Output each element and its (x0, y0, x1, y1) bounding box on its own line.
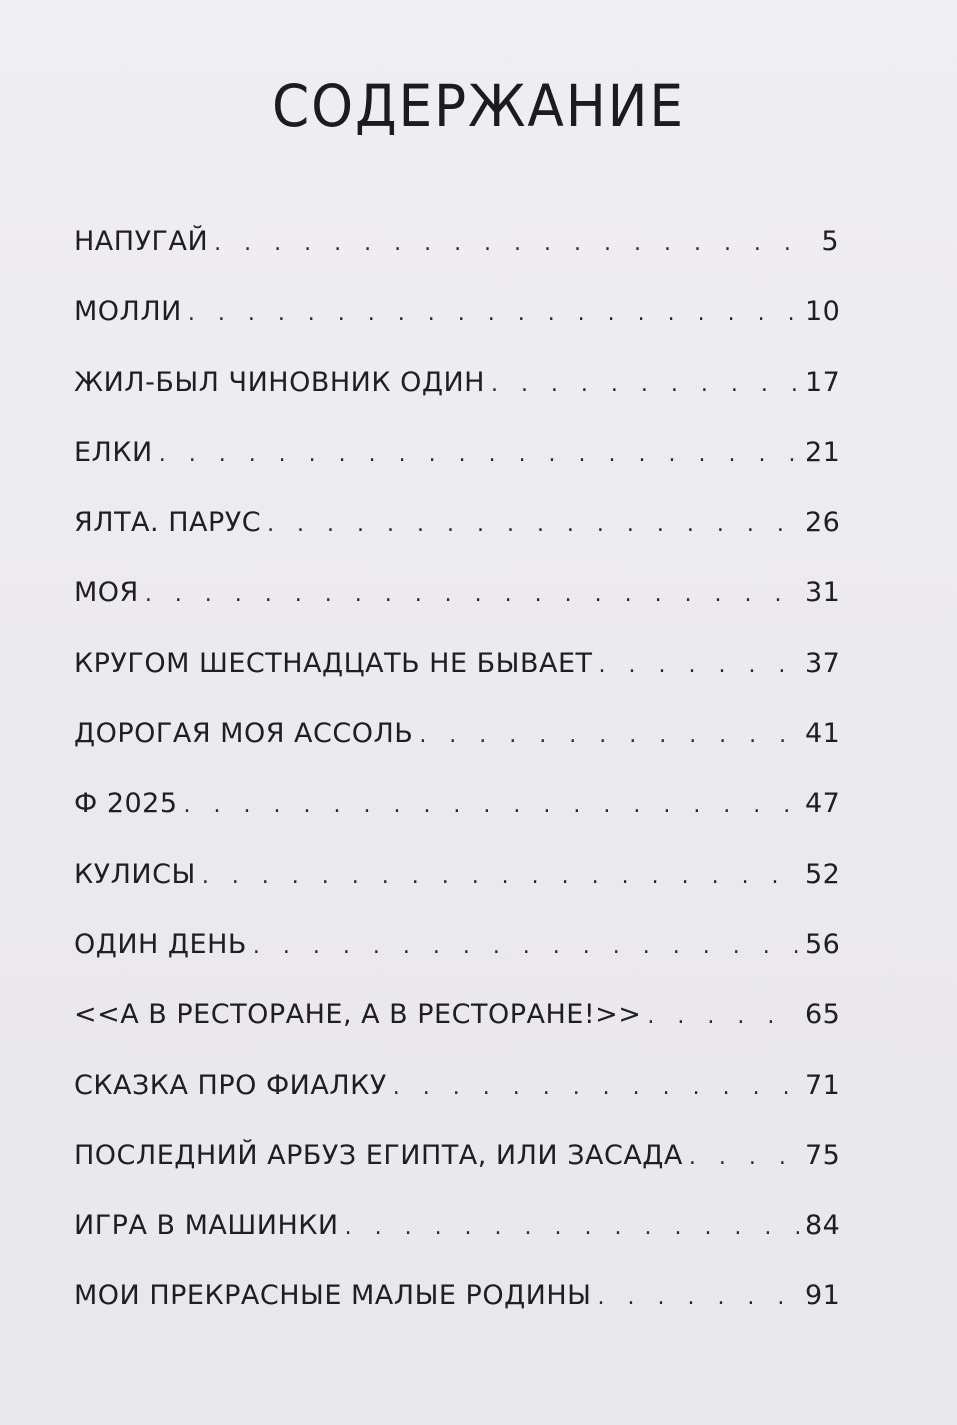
toc-entry (74, 718, 839, 788)
toc-leader-dots (345, 1215, 799, 1240)
toc-entry-page: 5 (821, 226, 839, 257)
toc-entry-title: МОЛЛИ (74, 296, 182, 328)
toc-leader-dots (419, 723, 799, 748)
toc-entry-title: МОИ ПРЕКРАСНЫЕ МАЛЫЕ РОДИНЫ (74, 1280, 592, 1312)
toc-entry-title: ОДИН ДЕНЬ (74, 928, 247, 960)
toc-entry-title: <<А В РЕСТОРАНЕ, А В РЕСТОРАНЕ!>> (74, 999, 642, 1031)
toc-entry-page: 17 (805, 366, 841, 398)
toc-entry (74, 437, 839, 507)
toc-entry-title: КРУГОМ ШЕСТНАДЦАТЬ НЕ БЫВАЕТ (74, 647, 593, 679)
toc-entry (74, 1140, 839, 1210)
toc-entry-title: ЕЛКИ (74, 436, 153, 468)
toc-entry (74, 226, 839, 296)
toc-leader-dots (253, 934, 799, 959)
toc-entry-title: СКАЗКА ПРО ФИАЛКУ (74, 1069, 387, 1101)
page-title: СОДЕРЖАНИЕ (272, 72, 685, 140)
toc-entry-page: 31 (805, 577, 841, 609)
toc-entry (74, 999, 839, 1069)
toc-entry-page: 56 (805, 928, 841, 960)
toc-entry-page: 26 (805, 507, 841, 539)
toc-entry-title: ИГРА В МАШИНКИ (74, 1210, 339, 1242)
toc-leader-dots (184, 793, 799, 818)
toc-entry (74, 788, 839, 858)
toc-entry (74, 929, 839, 999)
toc-entry (74, 507, 839, 577)
toc-entry-title: ПОСЛЕДНИЙ АРБУЗ ЕГИПТА, ИЛИ ЗАСАДА (74, 1139, 683, 1171)
toc-leader-dots (647, 1004, 799, 1029)
toc-entry-title: ДОРОГАЯ МОЯ АССОЛЬ (74, 718, 414, 750)
toc-entry-page: 37 (805, 647, 841, 679)
toc-entry-title: КУЛИСЫ (74, 858, 196, 890)
toc-entry (74, 1070, 839, 1140)
toc-leader-dots (689, 1145, 799, 1170)
table-of-contents (74, 226, 839, 1351)
toc-leader-dots (214, 231, 799, 256)
toc-entry-title: ЯЛТА. ПАРУС (74, 507, 262, 539)
toc-leader-dots (188, 301, 799, 326)
toc-leader-dots (202, 864, 799, 889)
toc-entry (74, 296, 839, 366)
toc-entry-title: Ф 2025 (74, 788, 178, 820)
toc-entry-title: НАПУГАЙ (74, 226, 209, 257)
toc-entry (74, 1210, 839, 1280)
toc-entry-page: 91 (805, 1280, 841, 1312)
toc-leader-dots (145, 582, 799, 607)
toc-entry-page: 75 (805, 1139, 841, 1171)
toc-leader-dots (393, 1075, 799, 1100)
toc-entry-page: 84 (805, 1210, 841, 1242)
toc-entry-page: 10 (805, 296, 841, 328)
toc-entry-page: 41 (805, 718, 841, 750)
toc-leader-dots (491, 372, 799, 397)
toc-entry (74, 859, 839, 929)
toc-entry-title: ЖИЛ-БЫЛ ЧИНОВНИК ОДИН (74, 366, 485, 398)
toc-entry (74, 367, 839, 437)
toc-leader-dots (598, 1285, 800, 1310)
toc-leader-dots (267, 512, 799, 537)
toc-entry (74, 1280, 839, 1350)
toc-entry (74, 577, 839, 647)
toc-leader-dots (599, 653, 799, 678)
toc-entry-title: МОЯ (74, 577, 139, 609)
toc-entry-page: 52 (805, 858, 841, 890)
toc-entry-page: 71 (805, 1069, 841, 1101)
toc-entry (74, 648, 839, 718)
toc-entry-page: 47 (805, 788, 841, 820)
toc-entry-page: 65 (805, 999, 841, 1031)
toc-entry-page: 21 (805, 436, 841, 468)
toc-leader-dots (159, 442, 799, 467)
